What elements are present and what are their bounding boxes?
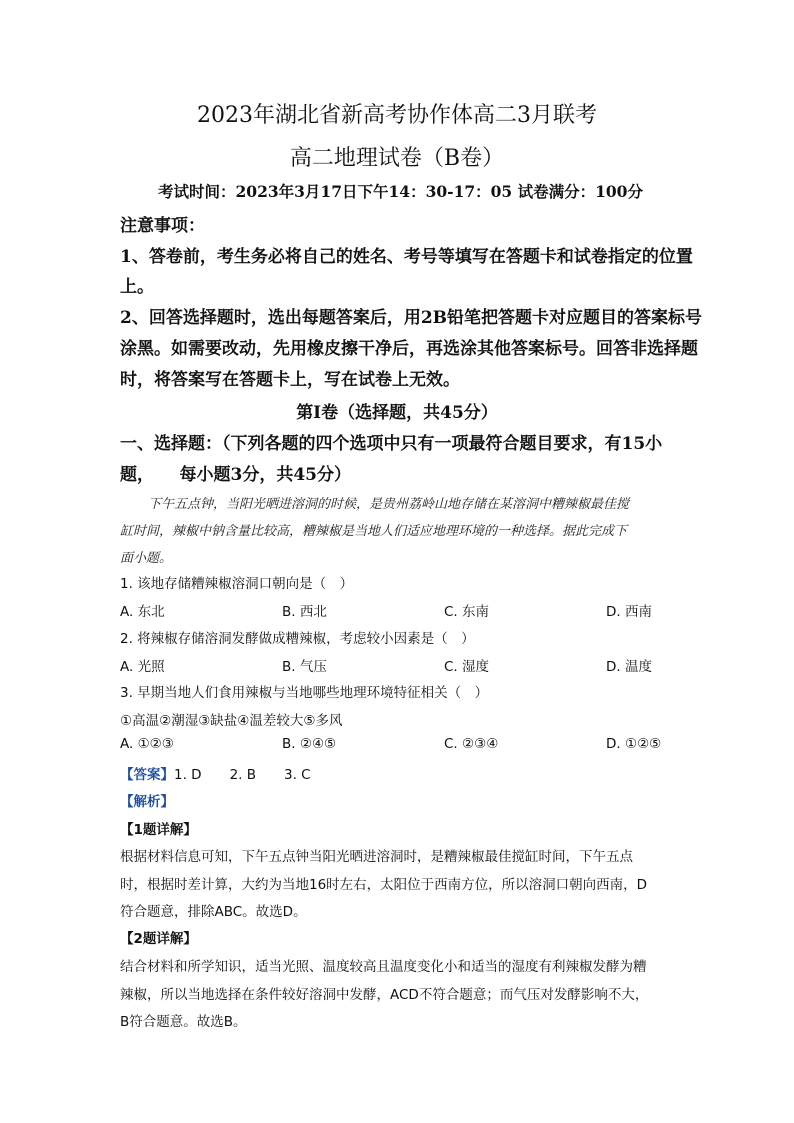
question-2-option-d: D. 温度 bbox=[606, 659, 652, 675]
notice-heading: 注意事项： bbox=[120, 216, 205, 236]
question-1-option-b: B. 西北 bbox=[282, 604, 327, 620]
question-2-stem: 2. 将辣椒存储溶洞发酵做成糟辣椒，考虑较小因素是（ ） bbox=[120, 631, 475, 647]
exam-subtitle: 高二地理试卷（B卷） bbox=[289, 146, 505, 171]
question-3-statements: ①高温②潮湿③缺盐④温差较大⑤多风 bbox=[120, 713, 343, 729]
notice-item-1-line-1: 1、答卷前，考生务必将自己的姓名、考号等填写在答题卡和试卷指定的位置 bbox=[120, 247, 693, 267]
question-2-option-a: A. 光照 bbox=[120, 659, 165, 675]
question-3-option-d: D. ①②⑤ bbox=[606, 736, 662, 752]
detail-2-line-1: 结合材料和所学知识，适当光照、温度较高且温度变化小和适当的湿度有利辣椒发酵为糟 bbox=[120, 959, 647, 975]
question-1-option-c: C. 东南 bbox=[444, 604, 490, 620]
question-1-stem: 1. 该地存储糟辣椒溶洞口朝向是（ ） bbox=[120, 576, 354, 592]
question-3-option-a: A. ①②③ bbox=[120, 736, 174, 752]
volume-heading: 第Ⅰ卷（选择题，共45分） bbox=[296, 403, 498, 423]
material-line-3: 面小题。 bbox=[120, 551, 173, 566]
question-3-stem: 3. 早期当地人们食用辣椒与当地哪些地理环境特征相关（ ） bbox=[120, 685, 489, 701]
question-3-option-b: B. ②④⑤ bbox=[282, 736, 337, 752]
section-heading-line-2: 题， 每小题3分，共45分） bbox=[120, 465, 351, 485]
question-1-option-d: D. 西南 bbox=[606, 604, 652, 620]
question-2-option-b: B. 气压 bbox=[282, 659, 327, 675]
exam-info: 考试时间：2023年3月17日下午14：30-17：05 试卷满分：100分 bbox=[158, 182, 643, 201]
notice-item-2-line-2: 涂黑。如需要改动，先用橡皮擦干净后，再选涂其他答案标号。回答非选择题 bbox=[120, 339, 698, 359]
question-3-option-c: C. ②③④ bbox=[444, 736, 499, 752]
answer-row bbox=[120, 763, 311, 783]
material-line-1: 下午五点钟，当阳光晒进溶洞的时候，是贵州荔岭山地存储在某溶洞中糟辣椒最佳搅 bbox=[148, 497, 630, 512]
detail-1-line-3: 符合题意，排除ABC。故选D。 bbox=[120, 904, 307, 920]
answer-tag: 【答案】 bbox=[120, 767, 174, 783]
notice-item-2-line-3: 时，将答案写在答题卡上，写在试卷上无效。 bbox=[120, 370, 460, 390]
section-heading-line-1: 一、选择题：（下列各题的四个选项中只有一项最符合题目要求，有15小 bbox=[120, 434, 663, 454]
detail-2-line-2: 辣椒，所以当地选择在条件较好溶洞中发酵，ACD不符合题意；而气压对发酵影响不大， bbox=[120, 987, 649, 1003]
question-2-option-c: C. 湿度 bbox=[444, 659, 490, 675]
detail-1-line-2: 时，根据时差计算，大约为当地16时左右，太阳位于西南方位，所以溶洞口朝向西南，D bbox=[120, 877, 648, 893]
answer-2: 2. B bbox=[229, 767, 257, 783]
answer-1: 1. D bbox=[174, 767, 202, 783]
material-line-2: 缸时间，辣椒中钠含量比较高，糟辣椒是当地人们适应地理环境的一种选择。据此完成下 bbox=[120, 524, 628, 539]
detail-2-line-3: B符合题意。故选B。 bbox=[120, 1014, 247, 1030]
analysis-tag: 【解析】 bbox=[120, 794, 174, 810]
exam-title: 2023年湖北省新高考协作体高二3月联考 bbox=[197, 103, 597, 128]
answer-3: 3. C bbox=[284, 767, 311, 783]
detail-1-line-1: 根据材料信息可知，下午五点钟当阳光晒进溶洞时，是糟辣椒最佳搅缸时间，下午五点 bbox=[120, 849, 633, 865]
detail-2-tag: 【2题详解】 bbox=[120, 931, 197, 947]
notice-item-1-line-2: 上。 bbox=[120, 277, 154, 297]
detail-1-tag: 【1题详解】 bbox=[120, 822, 197, 838]
notice-item-2-line-1: 2、回答选择题时，选出每题答案后，用2B铅笔把答题卡对应题目的答案标号 bbox=[120, 308, 703, 328]
question-1-option-a: A. 东北 bbox=[120, 604, 165, 620]
